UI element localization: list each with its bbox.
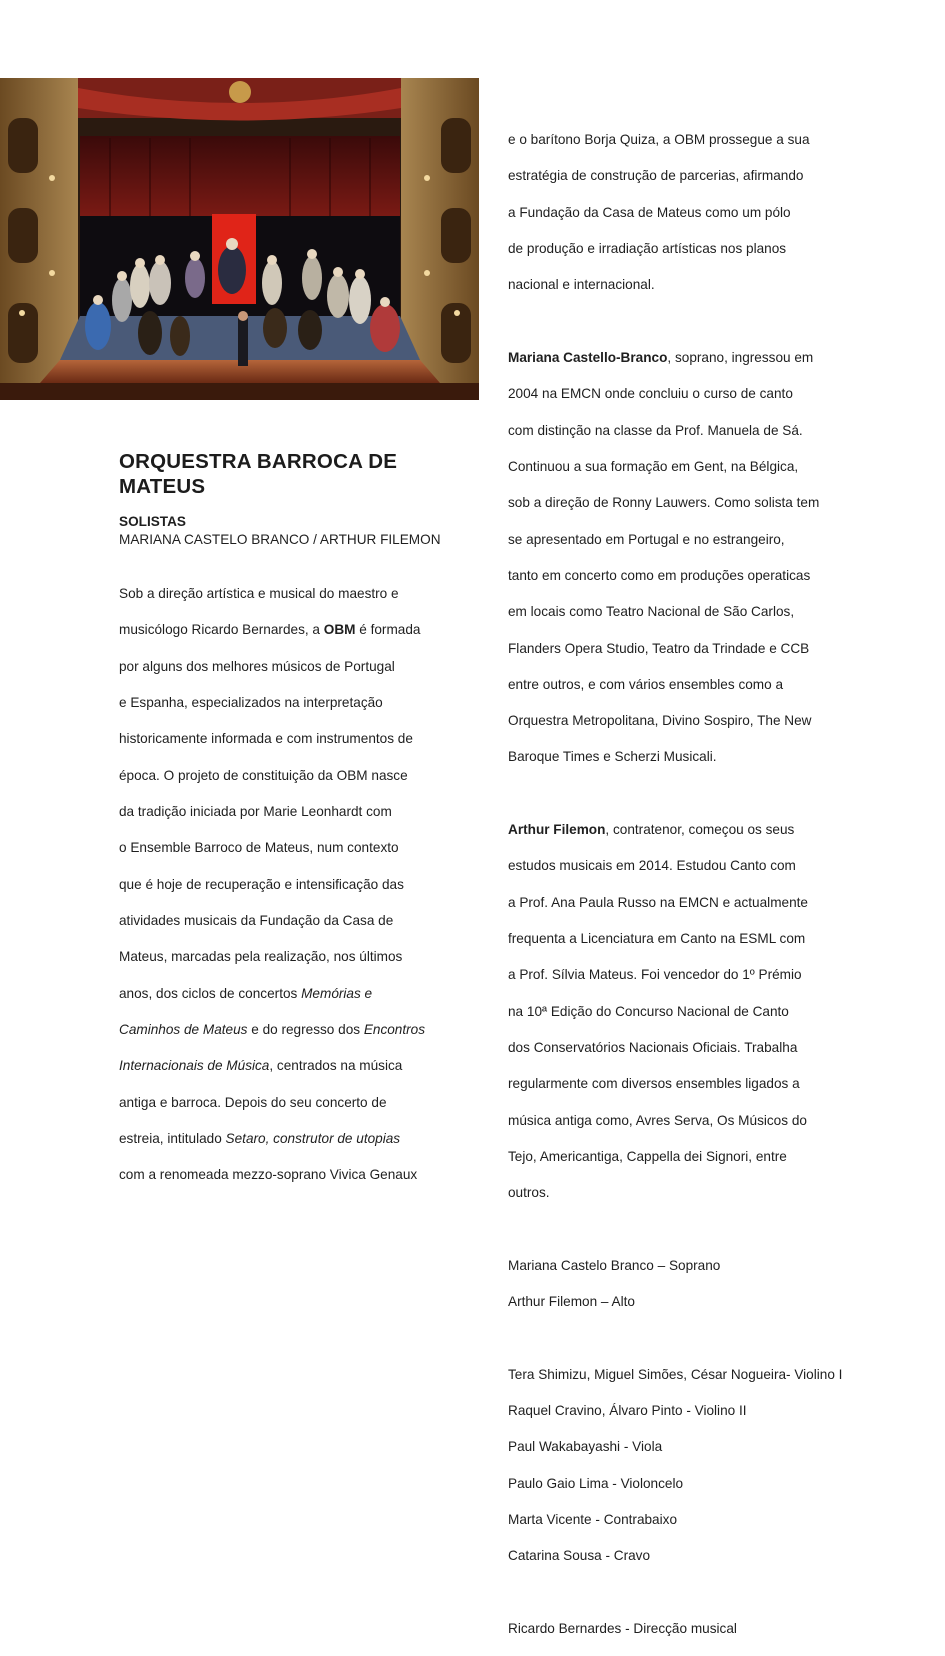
soloists-names: MARIANA CASTELO BRANCO / ARTHUR FILEMON <box>119 532 441 548</box>
text-line: estreia, intitulado Setaro, construtor de utopias <box>119 1130 401 1146</box>
text-line: 2004 na EMCN onde concluiu o curso de canto <box>508 386 793 402</box>
text-line: Caminhos de Mateus e do regresso dos Encontros <box>119 1021 426 1037</box>
text-line: atividades musicais da Fundação da Casa de <box>119 912 394 928</box>
text-line: a Prof. Ana Paula Russo na EMCN e actualmente <box>508 894 808 910</box>
text-line: e Espanha, especializados na interpretação <box>119 695 383 711</box>
text-line: de produção e irradiação artísticas nos planos <box>508 241 787 257</box>
musician-credit: Paulo Gaio Lima - Violoncelo <box>508 1475 684 1491</box>
text-line: musicólogo Ricardo Bernardes, a OBM é formada <box>119 622 421 638</box>
text-line: com a renomeada mezzo-soprano Vivica Genaux <box>119 1167 418 1183</box>
text-line: entre outros, e com vários ensembles como a <box>508 676 784 692</box>
text-line: em locais como Teatro Nacional de São Carlos, <box>508 604 795 620</box>
text-line: por alguns dos melhores músicos de Portugal <box>119 658 395 674</box>
text-line: estratégia de construção de parcerias, afirmando <box>508 168 804 184</box>
text-line: sob a direção de Ronny Lauwers. Como solista tem <box>508 495 820 511</box>
text-line: antiga e barroca. Depois do seu concerto de <box>119 1094 387 1110</box>
text-line: que é hoje de recuperação e intensificação das <box>119 876 404 892</box>
musician-credit: Marta Vicente - Contrabaixo <box>508 1511 677 1527</box>
text-line: tanto em concerto como em produções operaticas <box>508 567 811 583</box>
text-line: Tejo, Americantiga, Cappella dei Signori, entre <box>508 1148 787 1164</box>
text-line: Mariana Castello-Branco, soprano, ingressou em <box>508 350 814 366</box>
text-line: regularmente com diversos ensembles ligados a <box>508 1076 800 1092</box>
soloists-block <box>119 513 441 549</box>
text-line: Continuou a sua formação em Gent, na Bélgica, <box>508 458 799 474</box>
text-line: da tradição iniciada por Marie Leonhardt com <box>119 804 392 820</box>
director-credit: Ricardo Bernardes - Direcção musical <box>508 1620 737 1636</box>
text-line: frequenta a Licenciatura em Canto na ESML com <box>508 931 806 946</box>
soloists-label: SOLISTAS <box>119 514 186 529</box>
theatre-stage-photo <box>0 78 479 400</box>
text-line: estudos musicais em 2014. Estudou Canto com <box>508 858 796 874</box>
left-column-text <box>119 567 479 1202</box>
obm-emphasis: OBM <box>323 622 356 638</box>
text-line: Baroque Times e Scherzi Musicali. <box>508 749 717 765</box>
mariana-name: Mariana Castello-Branco <box>508 350 668 366</box>
text-line: a Fundação da Casa de Mateus como um pólo <box>508 204 791 220</box>
text-line: e o barítono Borja Quiza, a OBM prossegue a sua <box>508 132 810 148</box>
text-line: Arthur Filemon, contratenor, começou os seus <box>508 822 795 838</box>
text-line: época. O projeto de constituição da OBM nasce <box>119 767 408 783</box>
page-title: ORQUESTRA BARROCA DE MATEUS <box>119 450 398 498</box>
text-line: Sob a direção artística e musical do maestro e <box>119 586 399 602</box>
musician-credit: Paul Wakabayashi - Viola <box>508 1439 663 1455</box>
text-line: com distinção na classe da Prof. Manuela de Sá. <box>508 422 803 438</box>
text-line: Orquestra Metropolitana, Divino Sospiro, The New <box>508 713 812 729</box>
text-line: Internacionais de Música, centrados na música <box>119 1058 403 1074</box>
text-line: historicamente informada e com instrumentos de <box>119 731 413 747</box>
soloist-credit: Arthur Filemon – Alto <box>508 1294 635 1310</box>
text-line: se apresentado em Portugal e no estrangeiro, <box>508 531 785 547</box>
text-line: música antiga como, Avres Serva, Os Músicos do <box>508 1112 807 1128</box>
soloist-credit: Mariana Castelo Branco – Soprano <box>508 1257 721 1273</box>
text-line: anos, dos ciclos de concertos Memórias e <box>119 985 373 1001</box>
text-line: a Prof. Sílvia Mateus. Foi vencedor do 1º Prémio <box>508 967 802 983</box>
text-line: Flanders Opera Studio, Teatro da Trindade e CCB <box>508 640 810 656</box>
text-line: Mateus, marcadas pela realização, nos últimos <box>119 949 403 965</box>
musician-credit: Catarina Sousa - Cravo <box>508 1548 651 1564</box>
text-line: nacional e internacional. <box>508 277 655 293</box>
musician-credit: Raquel Cravino, Álvaro Pinto - Violino II <box>508 1403 747 1419</box>
text-line: dos Conservatórios Nacionais Oficiais. Trabalha <box>508 1039 798 1055</box>
right-column-text <box>508 113 888 1656</box>
musician-credit: Tera Shimizu, Miguel Simões, César Nogueira- Violino I <box>508 1366 843 1382</box>
text-line: o Ensemble Barroco de Mateus, num contexto <box>119 840 399 856</box>
text-line: outros. <box>508 1185 550 1201</box>
arthur-name: Arthur Filemon <box>508 822 606 838</box>
text-line: na 10ª Edição do Concurso Nacional de Canto <box>508 1003 789 1019</box>
